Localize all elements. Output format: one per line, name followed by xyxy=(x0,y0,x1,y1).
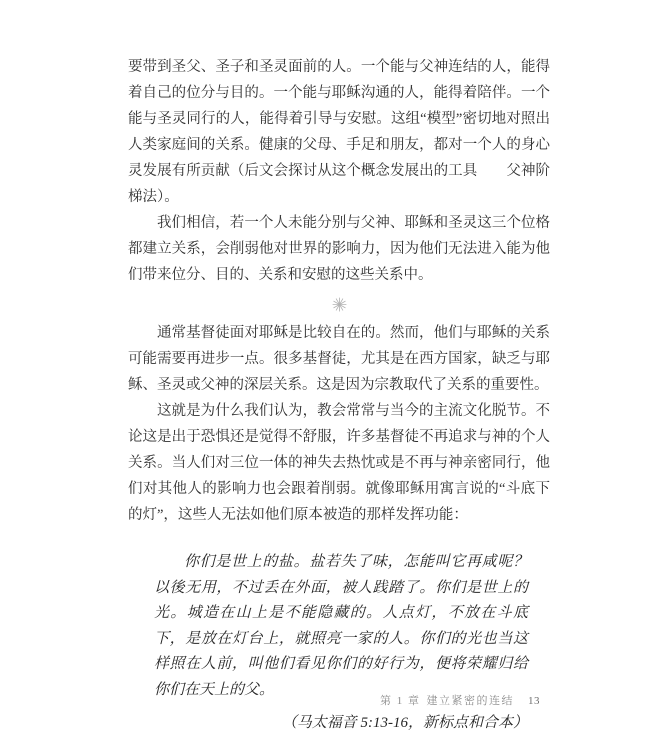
section-divider xyxy=(128,288,550,320)
body-paragraph-3: 通常基督徒面对耶稣是比较自在的。然而，他们与耶稣的关系可能需要再进步一点。很多基督徒，尤其是在西方国家，缺乏与耶稣、圣灵或父神的深层关系。这是因为宗教取代了关系的重要性。 xyxy=(128,325,550,393)
page-footer xyxy=(380,692,540,708)
body-paragraph-2: 我们相信，若一个人未能分别与父神、耶稣和圣灵这三个位格都建立关系，会削弱他对世界的影响力，因为他们无法进入能为他们带来位分、目的、关系和安慰的这些关系中。 xyxy=(128,215,550,283)
scripture-quote xyxy=(154,550,528,737)
starburst-icon xyxy=(332,297,347,312)
scripture-quote-text: 你们是世上的盐。盐若失了味，怎能叫它再咸呢？以後无用，不过丢在外面，被人践踏了。你们是世上的光。城造在山上是不能隐藏的。人点灯，不放在斗底下，是放在灯台上，就照亮一家的人。你们的光也当这样照在人前，叫他们看见你们的好行为，便将荣耀归给你们在天上的父。 xyxy=(154,554,528,698)
scripture-citation: （马太福音 5:13-16，新标点和合本） xyxy=(281,715,528,731)
body-paragraph-1: 要带到圣父、圣子和圣灵面前的人。一个能与父神连结的人，能得着自己的位分与目的。一个能与耶稣沟通的人，能得着陪伴。一个能与圣灵同行的人，能得着引导与安慰。这组“模型”密切地对照出人类家庭间的关系。健康的父母、手足和朋友，都对一个人的身心灵发展有所贡献（后文会探讨从这个概念发展出的工具 父神阶梯法）。 xyxy=(128,59,550,205)
running-head-chapter: 第 1 章 xyxy=(380,695,421,707)
page-number: 13 xyxy=(528,695,540,707)
body-paragraph-4: 这就是为什么我们认为，教会常常与当今的主流文化脱节。不论这是出于恐惧还是觉得不舒服，许多基督徒不再追求与神的个人关系。当人们对三位一体的神失去热忱或是不再与神亲密同行，他们对其他人的影响力也会跟着削弱。就像耶稣用寓言说的“斗底下的灯”，这些人无法如他们原本被造的那样发挥功能： xyxy=(128,403,550,523)
running-head-title: 建立紧密的连结 xyxy=(426,695,514,707)
page-body xyxy=(128,54,550,737)
